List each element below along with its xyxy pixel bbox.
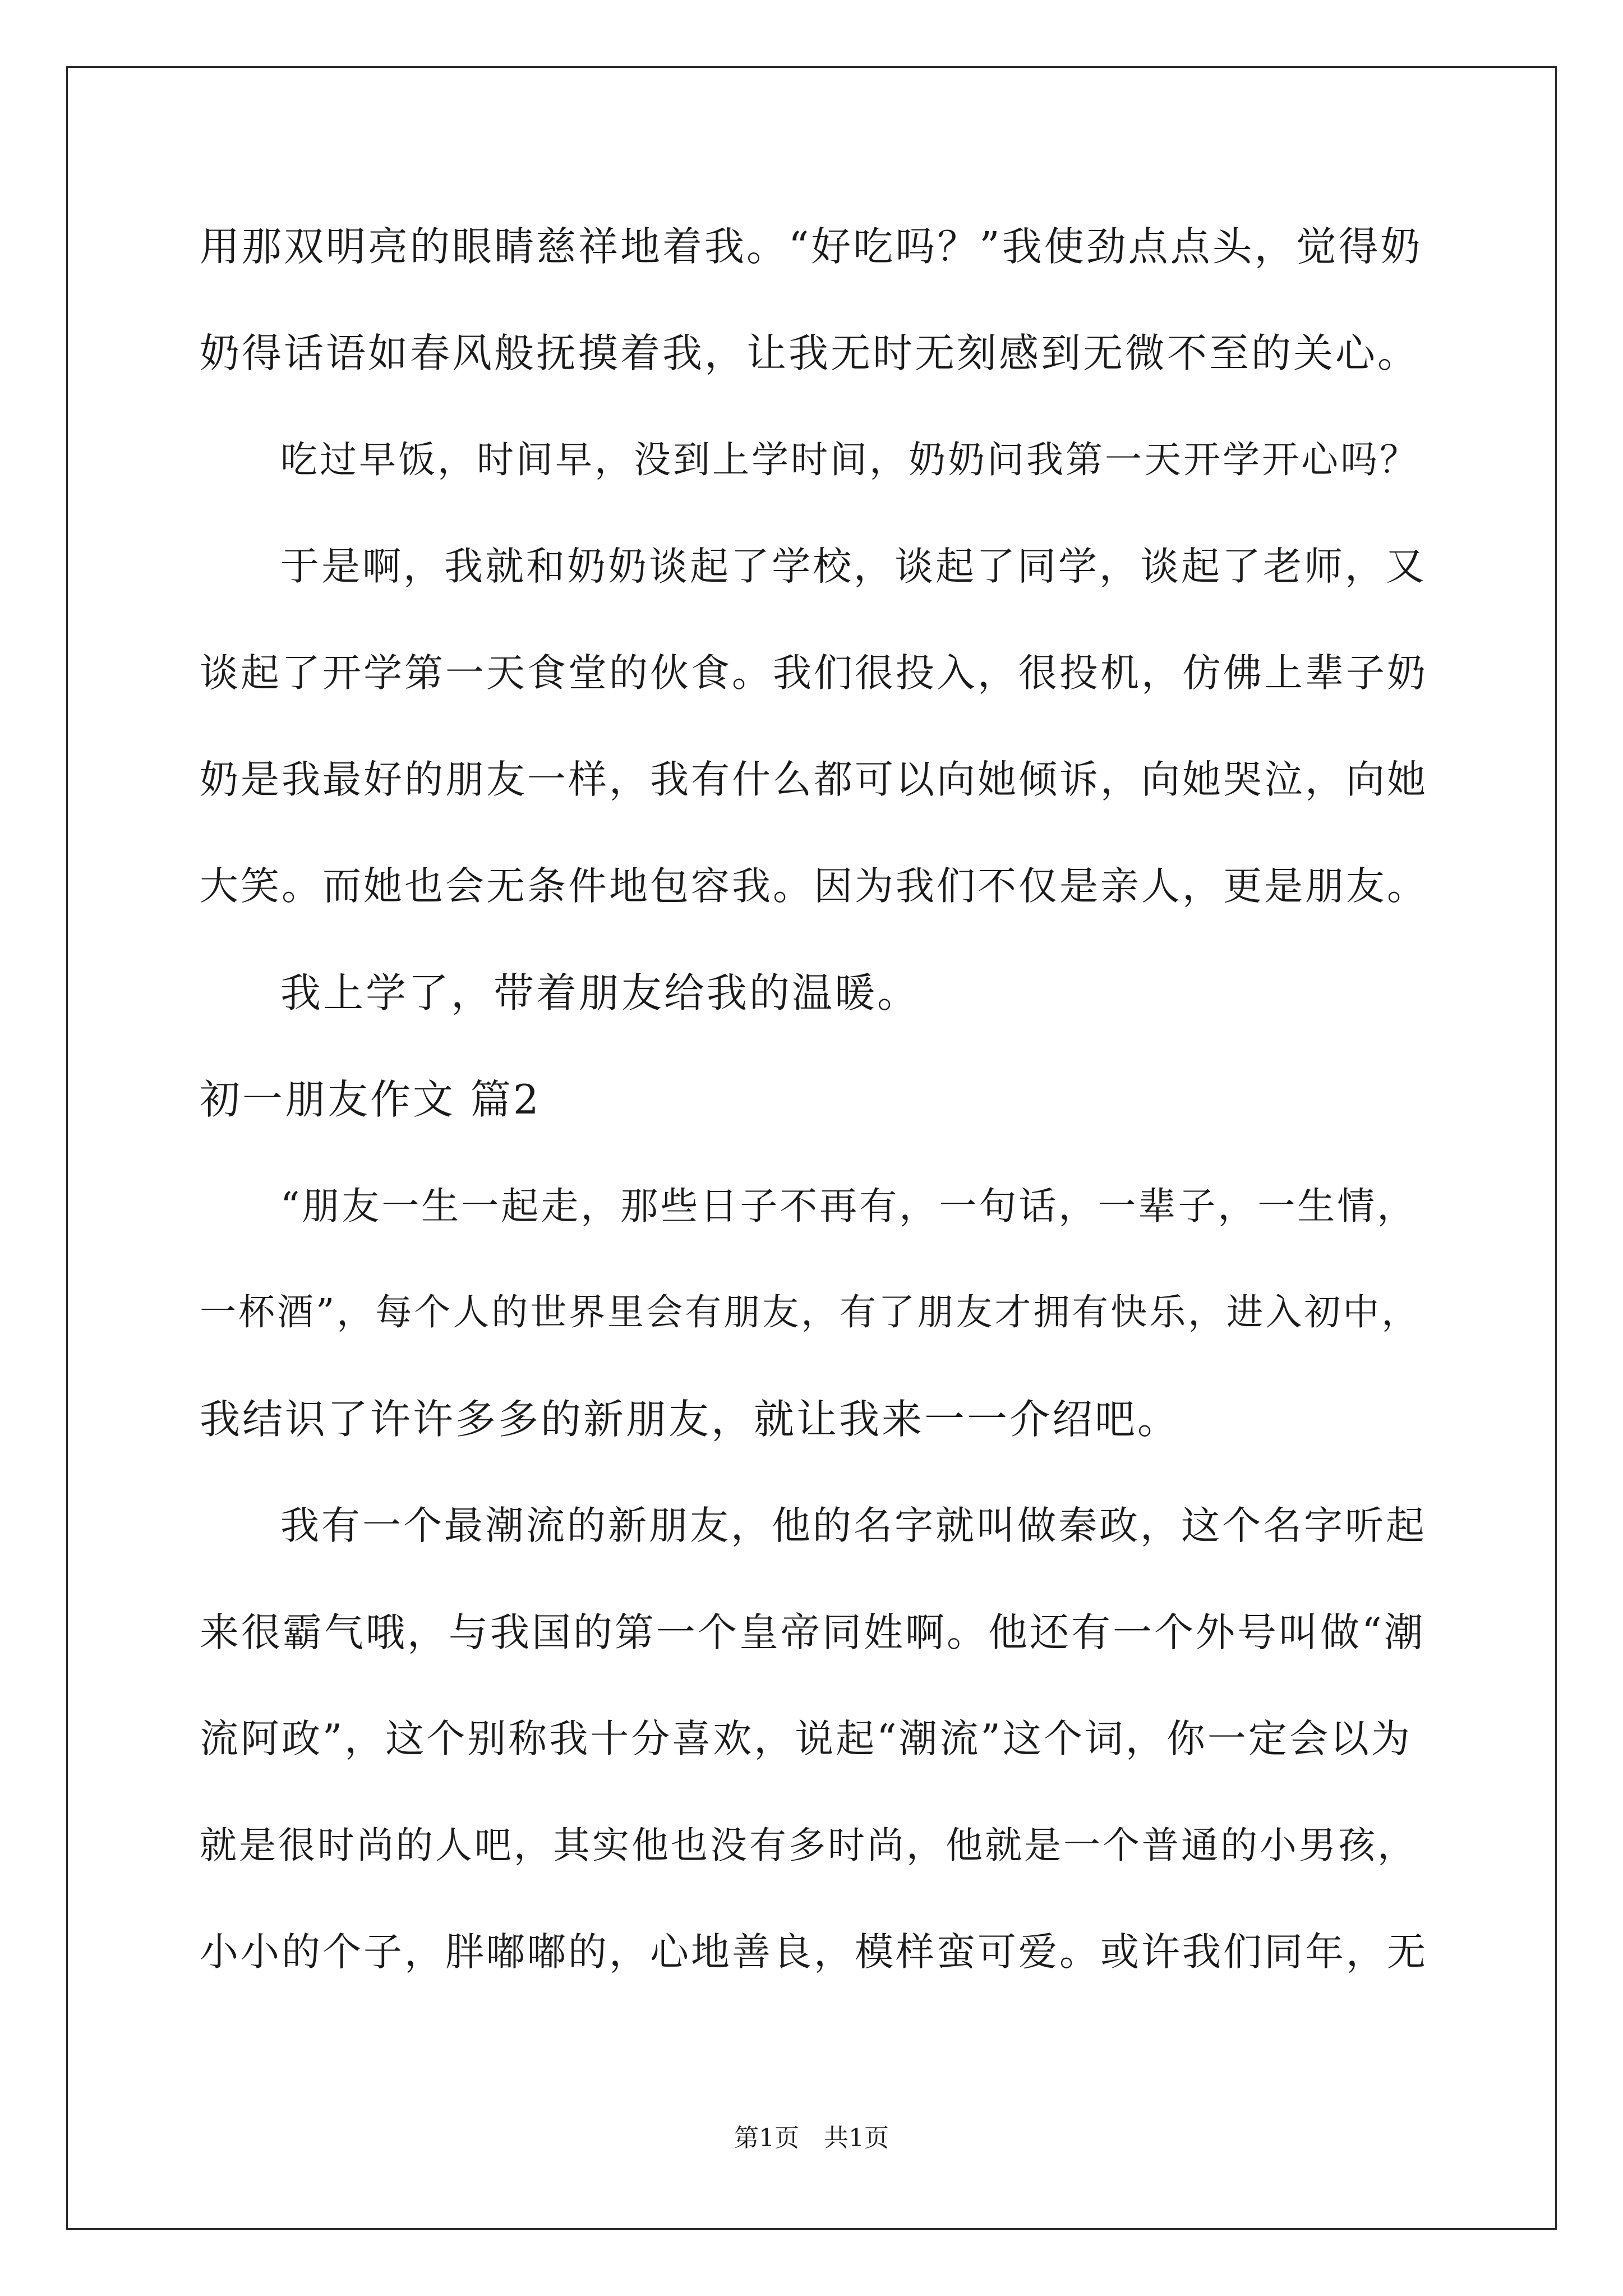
text-line: 就是很时尚的人吧，其实他也没有多时尚，他就是一个普通的小男孩，	[200, 1824, 1417, 1867]
text-line: 吃过早饭，时间早，没到上学时间，奶奶问我第一天开学开心吗？	[280, 438, 1419, 481]
document-body	[200, 213, 1428, 2025]
text-line: 一杯酒”，每个人的世界里会有朋友，有了朋友才拥有快乐，进入初中，	[200, 1291, 1421, 1333]
section-heading: 初一朋友作文 篇2	[200, 1076, 541, 1123]
text-line: 于是啊，我就和奶奶谈起了学校，谈起了同学，谈起了老师，又	[280, 544, 1427, 589]
text-line: 奶得话语如春风般抚摸着我，让我无时无刻感到无微不至的关心。	[200, 330, 1420, 376]
text-line: 我上学了，带着朋友给我的温暖。	[280, 969, 920, 1016]
text-line: 奶是我最好的朋友一样，我有什么都可以向她倾诉，向她哭泣，向她	[200, 757, 1428, 802]
text-line: “朋友一生一起走，那些日子不再有，一句话，一辈子，一生情，	[280, 1184, 1417, 1228]
text-line: 大笑。而她也会无条件地包容我。因为我们不仅是亲人，更是朋友。	[200, 864, 1428, 909]
text-line: 流阿政”，这个别称我十分喜欢，说起“潮流”这个词，你一定会以为	[200, 1717, 1412, 1761]
text-line: 小小的个子，胖嘟嘟的，心地善良，模样蛮可爱。或许我们同年，无	[200, 1930, 1428, 1975]
text-line: 来很霸气哦，与我国的第一个皇帝同姓啊。他还有一个外号叫做“潮	[200, 1609, 1426, 1655]
text-line: 我结识了许许多多的新朋友，就让我来一一介绍吧。	[200, 1396, 1181, 1443]
text-line: 用那双明亮的眼睛慈祥地着我。“好吃吗？”我使劲点点头，觉得奶	[200, 223, 1423, 270]
text-line: 谈起了开学第一天食堂的伙食。我们很投入，很投机，仿佛上辈子奶	[200, 651, 1428, 696]
page-footer: 第1页 共1页	[734, 2124, 889, 2152]
text-line: 我有一个最潮流的新朋友，他的名字就叫做秦政，这个名字听起	[280, 1503, 1427, 1548]
